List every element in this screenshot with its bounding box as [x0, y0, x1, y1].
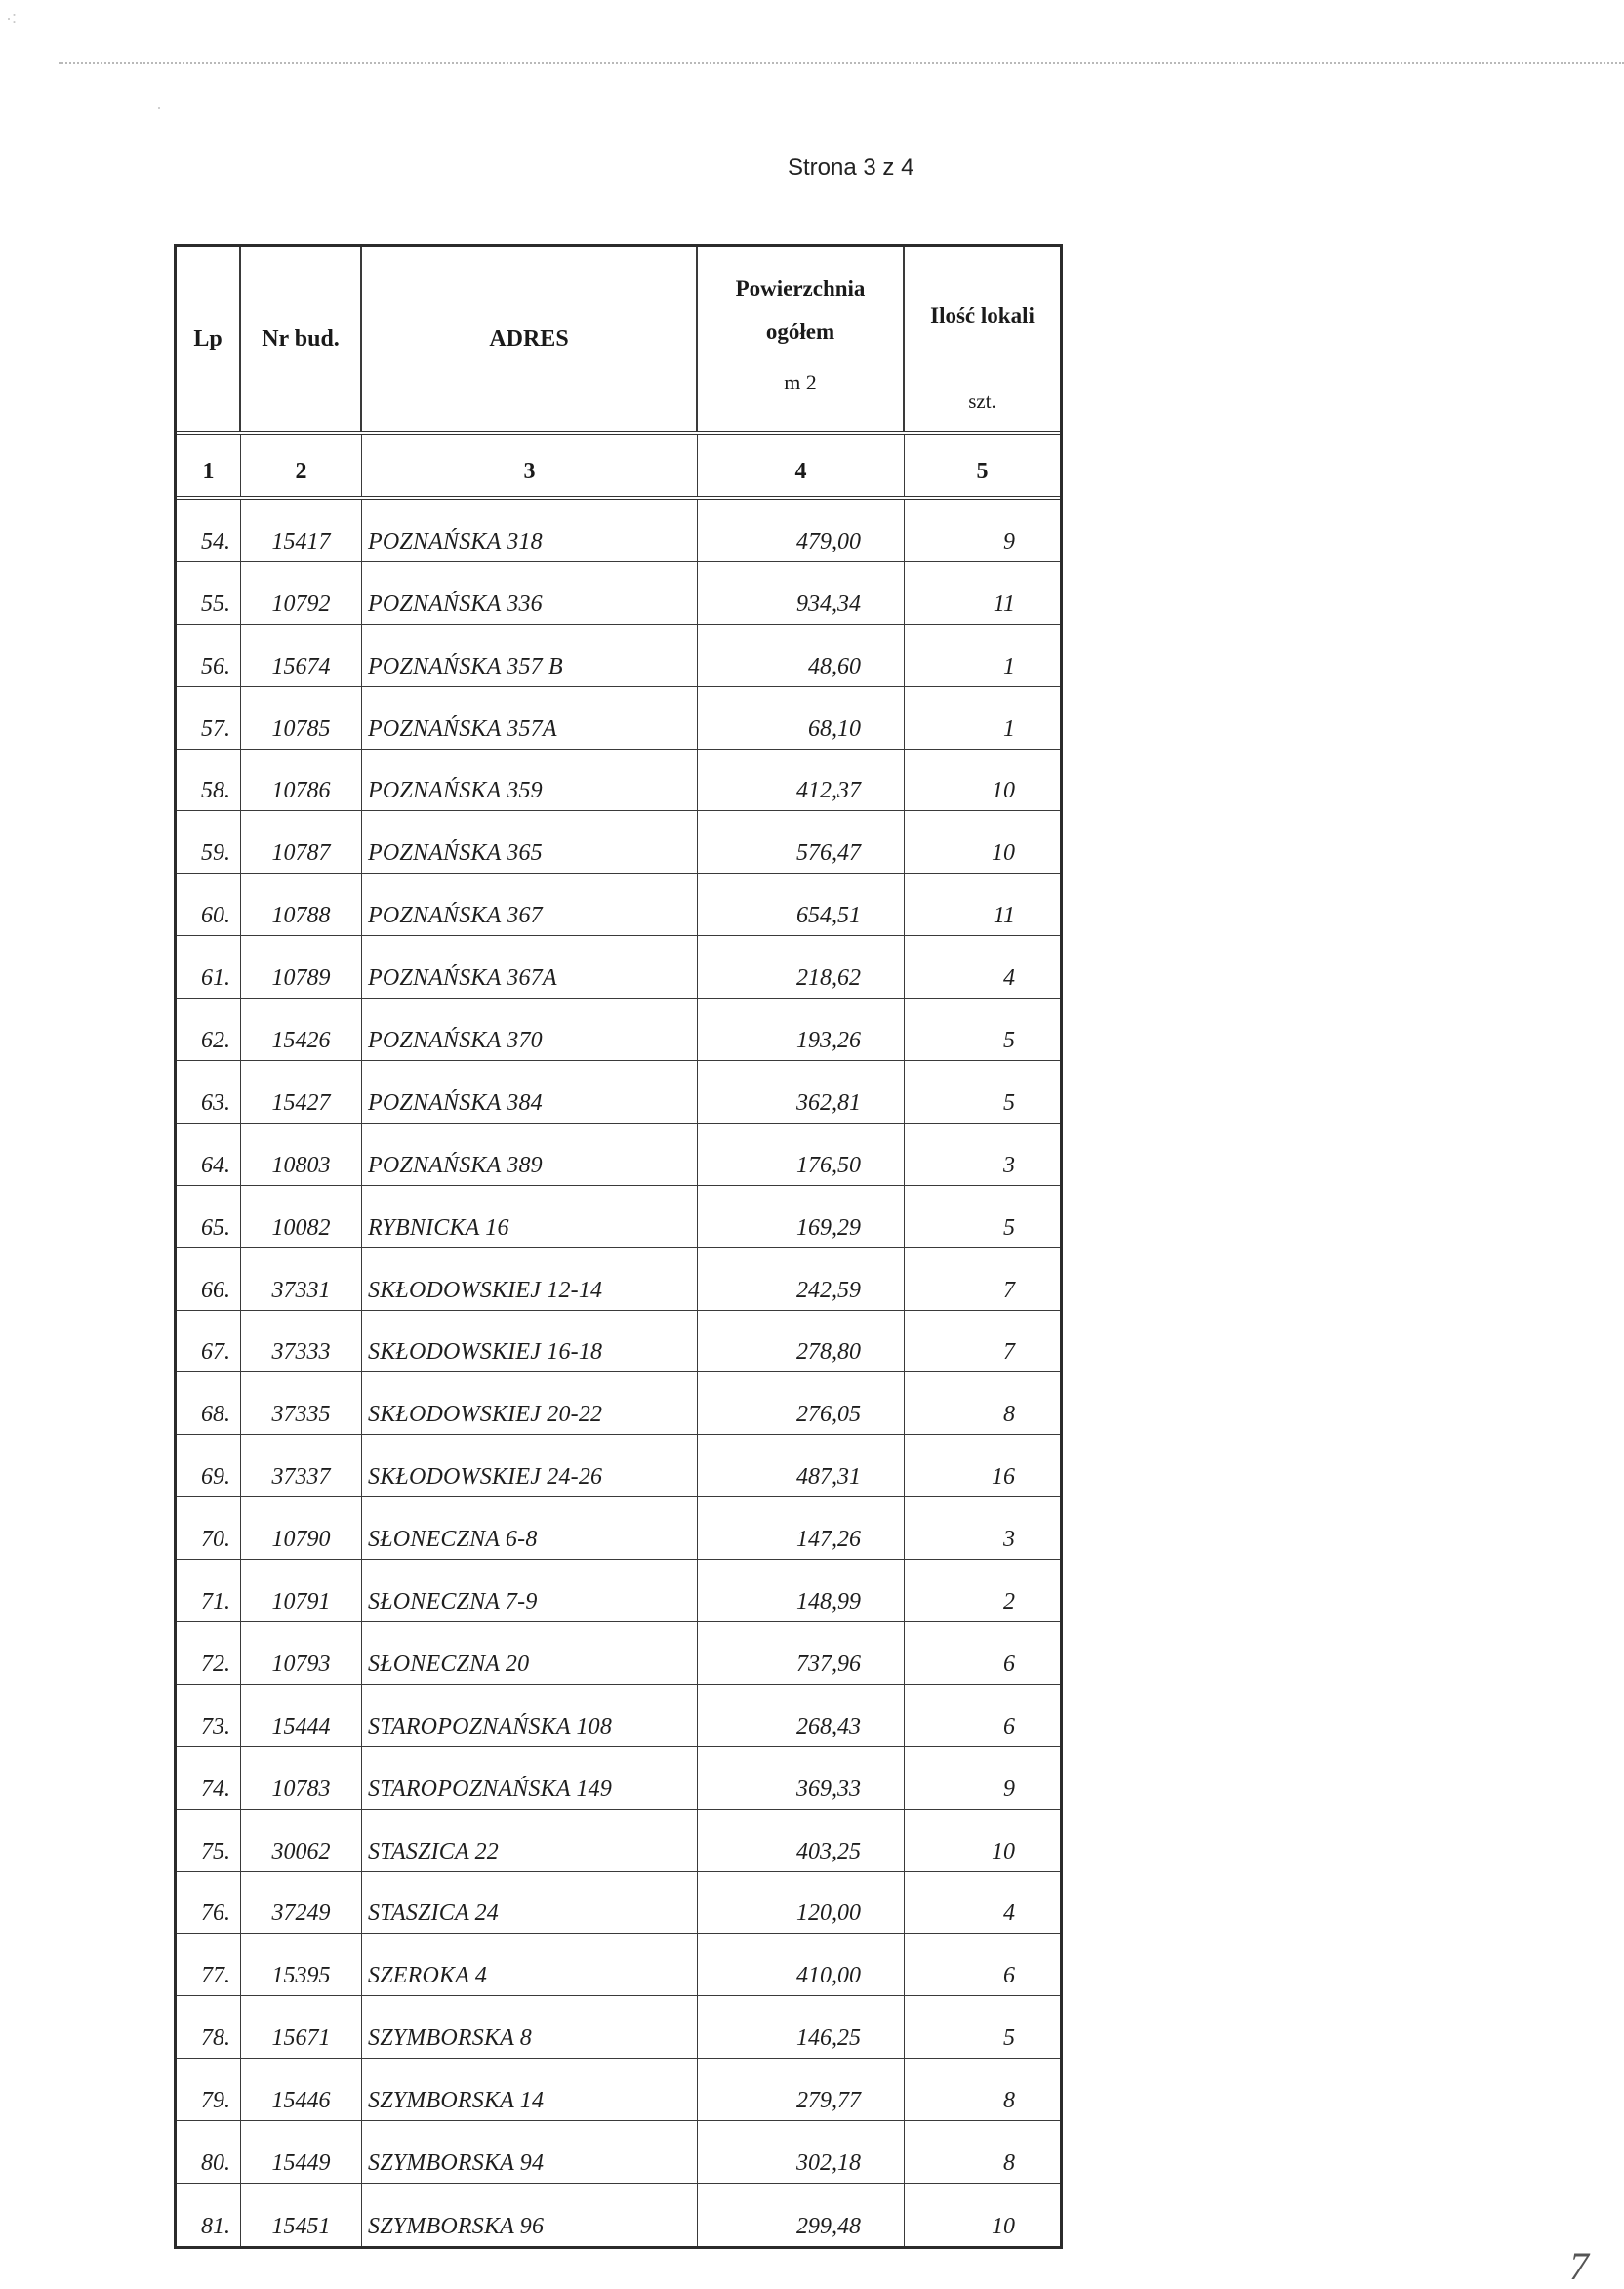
cell-nr-bud: 37249	[241, 1872, 362, 1934]
cell-adres: STAROPOZNAŃSKA 149	[362, 1747, 698, 1809]
cell-nr-bud: 15449	[241, 2121, 362, 2183]
column-number: 2	[241, 435, 362, 496]
cell-ilosc-lokali: 10	[992, 1838, 1015, 1864]
cell-nr-bud: 15671	[241, 1996, 362, 2058]
table-row	[177, 1311, 1060, 1373]
cell-ilosc-lokali: 6	[1003, 1963, 1015, 1989]
cell-powierzchnia: 193,26	[698, 999, 905, 1060]
cell-adres: SŁONECZNA 6-8	[362, 1497, 698, 1559]
table-row	[177, 999, 1060, 1061]
cell-lp: 77.	[177, 1934, 241, 1995]
cell-nr-bud: 15427	[241, 1061, 362, 1123]
cell-powierzchnia: 487,31	[698, 1435, 905, 1496]
cell-lp: 64.	[177, 1124, 241, 1185]
cell-lp: 55.	[177, 562, 241, 624]
cell-nr-bud: 37335	[241, 1372, 362, 1434]
cell-adres: SKŁODOWSKIEJ 16-18	[362, 1311, 698, 1372]
cell-nr-bud: 10789	[241, 936, 362, 998]
cell-lp: 78.	[177, 1996, 241, 2058]
cell-adres: POZNAŃSKA 318	[362, 500, 698, 561]
cell-ilosc-lokali: 8	[1003, 1402, 1015, 1428]
table-row	[177, 1186, 1060, 1248]
table-row	[177, 2059, 1060, 2121]
cell-ilosc-lokali: 8	[1003, 2088, 1015, 2114]
cell-lp: 59.	[177, 811, 241, 873]
table-row	[177, 625, 1060, 687]
cell-ilosc-lokali: 1	[1003, 653, 1015, 679]
cell-ilosc-lokali: 11	[993, 903, 1015, 929]
cell-nr-bud: 10082	[241, 1186, 362, 1247]
table-row	[177, 1560, 1060, 1622]
cell-ilosc-lokali: 8	[1003, 2150, 1015, 2177]
cell-powierzchnia: 276,05	[698, 1372, 905, 1434]
cell-nr-bud: 10783	[241, 1747, 362, 1809]
cell-nr-bud: 37331	[241, 1248, 362, 1310]
cell-lp: 69.	[177, 1435, 241, 1496]
cell-powierzchnia: 146,25	[698, 1996, 905, 2058]
cell-adres: SKŁODOWSKIEJ 20-22	[362, 1372, 698, 1434]
table-row	[177, 1685, 1060, 1747]
table-row	[177, 811, 1060, 874]
header-powierzchnia	[698, 247, 905, 431]
cell-nr-bud: 10791	[241, 1560, 362, 1621]
cell-powierzchnia: 934,34	[698, 562, 905, 624]
cell-nr-bud: 15674	[241, 625, 362, 686]
cell-powierzchnia: 412,37	[698, 750, 905, 811]
cell-ilosc-lokali: 10	[992, 840, 1015, 867]
cell-lp: 61.	[177, 936, 241, 998]
cell-powierzchnia: 302,18	[698, 2121, 905, 2183]
cell-lp: 67.	[177, 1311, 241, 1372]
cell-nr-bud: 10786	[241, 750, 362, 811]
cell-powierzchnia: 737,96	[698, 1622, 905, 1684]
column-number: 5	[976, 458, 989, 484]
cell-adres: RYBNICKA 16	[362, 1186, 698, 1247]
cell-nr-bud: 15417	[241, 500, 362, 561]
cell-adres: SKŁODOWSKIEJ 12-14	[362, 1248, 698, 1310]
header-ilosc-label: Ilość lokali	[930, 304, 1035, 328]
table-row	[177, 2184, 1060, 2246]
cell-nr-bud: 10790	[241, 1497, 362, 1559]
table-row	[177, 1497, 1060, 1560]
cell-powierzchnia: 268,43	[698, 1685, 905, 1746]
cell-powierzchnia: 147,26	[698, 1497, 905, 1559]
cell-lp: 79.	[177, 2059, 241, 2120]
header-lp: Lp	[177, 247, 241, 431]
cell-adres: SZYMBORSKA 96	[362, 2184, 698, 2246]
cell-adres: POZNAŃSKA 336	[362, 562, 698, 624]
header-powierzchnia-line1: Powierzchnia	[735, 276, 866, 301]
cell-ilosc-lokali: 5	[1003, 1089, 1015, 1116]
header-nr-bud: Nr bud.	[241, 247, 362, 431]
cell-ilosc-lokali: 16	[992, 1464, 1015, 1491]
cell-ilosc-lokali: 3	[1003, 1152, 1015, 1178]
cell-adres: SZYMBORSKA 8	[362, 1996, 698, 2058]
cell-nr-bud: 10803	[241, 1124, 362, 1185]
table-body	[177, 500, 1060, 2246]
cell-ilosc-lokali: 10	[992, 778, 1015, 804]
cell-adres: SKŁODOWSKIEJ 24-26	[362, 1435, 698, 1496]
cell-lp: 80.	[177, 2121, 241, 2183]
cell-lp: 72.	[177, 1622, 241, 1684]
cell-ilosc-lokali: 11	[993, 591, 1015, 617]
cell-nr-bud: 37337	[241, 1435, 362, 1496]
cell-adres: POZNAŃSKA 357A	[362, 687, 698, 749]
cell-adres: STASZICA 24	[362, 1872, 698, 1934]
cell-ilosc-lokali: 1	[1003, 715, 1015, 742]
cell-nr-bud: 10792	[241, 562, 362, 624]
cell-ilosc-lokali: 4	[1003, 965, 1015, 992]
cell-powierzchnia: 242,59	[698, 1248, 905, 1310]
table-row	[177, 874, 1060, 936]
cell-nr-bud: 10793	[241, 1622, 362, 1684]
cell-lp: 57.	[177, 687, 241, 749]
cell-lp: 68.	[177, 1372, 241, 1434]
table-row	[177, 1934, 1060, 1996]
table-row	[177, 500, 1060, 562]
cell-adres: POZNAŃSKA 370	[362, 999, 698, 1060]
cell-powierzchnia: 68,10	[698, 687, 905, 749]
column-number: 1	[177, 435, 241, 496]
cell-powierzchnia: 410,00	[698, 1934, 905, 1995]
header-adres: ADRES	[362, 247, 698, 431]
cell-lp: 58.	[177, 750, 241, 811]
cell-ilosc-lokali: 9	[1003, 1776, 1015, 1802]
cell-nr-bud: 10788	[241, 874, 362, 935]
table-row	[177, 1747, 1060, 1810]
cell-lp: 70.	[177, 1497, 241, 1559]
table-row	[177, 562, 1060, 625]
cell-adres: POZNAŃSKA 367	[362, 874, 698, 935]
cell-adres: SŁONECZNA 20	[362, 1622, 698, 1684]
cell-lp: 66.	[177, 1248, 241, 1310]
cell-lp: 65.	[177, 1186, 241, 1247]
column-number: 3	[362, 435, 698, 496]
table-row	[177, 1872, 1060, 1935]
header-ilosc-lokali	[905, 247, 1060, 431]
cell-ilosc-lokali: 9	[1003, 528, 1015, 554]
cell-powierzchnia: 169,29	[698, 1186, 905, 1247]
cell-ilosc-lokali: 10	[992, 2213, 1015, 2239]
cell-ilosc-lokali: 7	[1003, 1277, 1015, 1303]
cell-ilosc-lokali: 5	[1003, 1028, 1015, 1054]
cell-nr-bud: 15426	[241, 999, 362, 1060]
cell-lp: 62.	[177, 999, 241, 1060]
cell-lp: 76.	[177, 1872, 241, 1934]
cell-nr-bud: 10787	[241, 811, 362, 873]
cell-powierzchnia: 48,60	[698, 625, 905, 686]
cell-adres: STASZICA 22	[362, 1810, 698, 1871]
cell-lp: 60.	[177, 874, 241, 935]
cell-nr-bud: 15451	[241, 2184, 362, 2246]
cell-adres: POZNAŃSKA 357 B	[362, 625, 698, 686]
cell-adres: SZEROKA 4	[362, 1934, 698, 1995]
cell-powierzchnia: 576,47	[698, 811, 905, 873]
cell-lp: 74.	[177, 1747, 241, 1809]
cell-ilosc-lokali: 6	[1003, 1651, 1015, 1677]
table-row	[177, 936, 1060, 999]
cell-adres: SŁONECZNA 7-9	[362, 1560, 698, 1621]
scan-speck: ·:	[6, 8, 17, 27]
cell-lp: 56.	[177, 625, 241, 686]
table-row	[177, 687, 1060, 750]
handwritten-page-mark: 7	[1569, 2244, 1589, 2288]
cell-powierzchnia: 279,77	[698, 2059, 905, 2120]
cell-adres: POZNAŃSKA 384	[362, 1061, 698, 1123]
scan-top-rule	[59, 62, 1624, 64]
header-ilosc-unit: szt.	[968, 389, 996, 413]
cell-adres: POZNAŃSKA 389	[362, 1124, 698, 1185]
table-header-row	[177, 247, 1060, 435]
cell-lp: 75.	[177, 1810, 241, 1871]
cell-nr-bud: 30062	[241, 1810, 362, 1871]
cell-nr-bud: 15395	[241, 1934, 362, 1995]
cell-ilosc-lokali: 3	[1003, 1527, 1015, 1553]
table-row	[177, 1248, 1060, 1311]
table-row	[177, 1810, 1060, 1872]
scan-speck: ·	[156, 98, 162, 117]
cell-ilosc-lokali: 5	[1003, 1214, 1015, 1241]
cell-nr-bud: 10785	[241, 687, 362, 749]
table-row	[177, 1061, 1060, 1124]
cell-nr-bud: 15446	[241, 2059, 362, 2120]
buildings-table	[174, 244, 1063, 2249]
cell-powierzchnia: 218,62	[698, 936, 905, 998]
cell-ilosc-lokali: 2	[1003, 1589, 1015, 1615]
table-row	[177, 2121, 1060, 2184]
cell-adres: SZYMBORSKA 14	[362, 2059, 698, 2120]
cell-lp: 63.	[177, 1061, 241, 1123]
page-number-label: Strona 3 z 4	[788, 154, 914, 181]
cell-adres: STAROPOZNAŃSKA 108	[362, 1685, 698, 1746]
table-row	[177, 1372, 1060, 1435]
cell-powierzchnia: 654,51	[698, 874, 905, 935]
column-number-row	[177, 435, 1060, 500]
cell-nr-bud: 15444	[241, 1685, 362, 1746]
cell-powierzchnia: 278,80	[698, 1311, 905, 1372]
table-row	[177, 1622, 1060, 1685]
cell-powierzchnia: 120,00	[698, 1872, 905, 1934]
column-number: 4	[698, 435, 905, 496]
cell-lp: 81.	[177, 2184, 241, 2246]
cell-lp: 71.	[177, 1560, 241, 1621]
header-powierzchnia-unit: m 2	[784, 370, 817, 394]
cell-powierzchnia: 148,99	[698, 1560, 905, 1621]
table-row	[177, 750, 1060, 812]
cell-powierzchnia: 299,48	[698, 2184, 905, 2246]
header-powierzchnia-line2: ogółem	[765, 319, 835, 344]
cell-adres: POZNAŃSKA 365	[362, 811, 698, 873]
cell-powierzchnia: 362,81	[698, 1061, 905, 1123]
table-row	[177, 1124, 1060, 1186]
cell-ilosc-lokali: 7	[1003, 1339, 1015, 1366]
cell-nr-bud: 37333	[241, 1311, 362, 1372]
cell-adres: SZYMBORSKA 94	[362, 2121, 698, 2183]
cell-powierzchnia: 479,00	[698, 500, 905, 561]
cell-powierzchnia: 369,33	[698, 1747, 905, 1809]
cell-ilosc-lokali: 4	[1003, 1901, 1015, 1927]
table-row	[177, 1996, 1060, 2059]
table-row	[177, 1435, 1060, 1497]
cell-adres: POZNAŃSKA 367A	[362, 936, 698, 998]
cell-powierzchnia: 403,25	[698, 1810, 905, 1871]
cell-lp: 54.	[177, 500, 241, 561]
cell-ilosc-lokali: 5	[1003, 2025, 1015, 2052]
cell-adres: POZNAŃSKA 359	[362, 750, 698, 811]
cell-powierzchnia: 176,50	[698, 1124, 905, 1185]
cell-ilosc-lokali: 6	[1003, 1713, 1015, 1739]
cell-lp: 73.	[177, 1685, 241, 1746]
